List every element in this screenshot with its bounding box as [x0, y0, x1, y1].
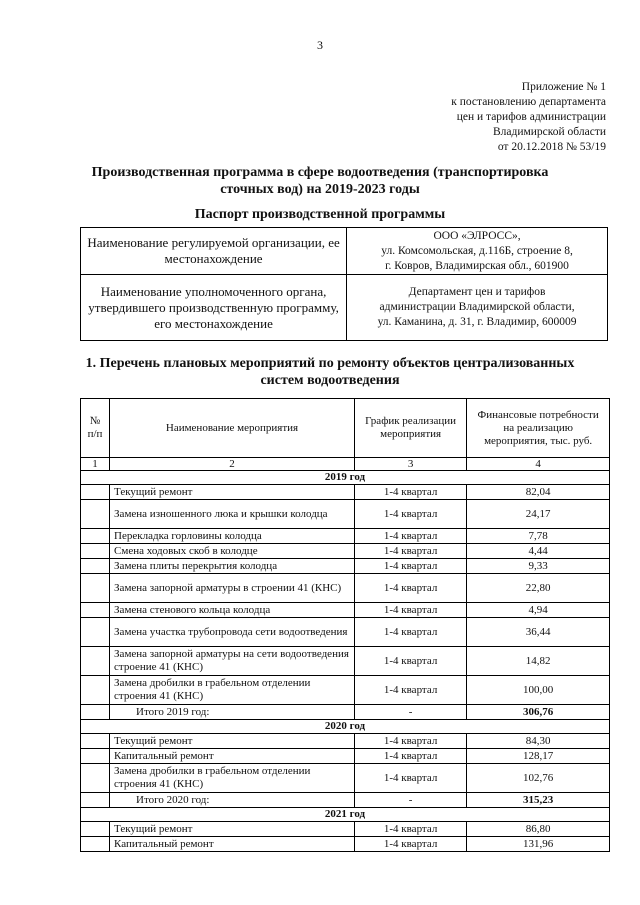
row-number-cell: [81, 837, 110, 852]
activity-name: Замена стенового кольца колодца: [110, 603, 355, 618]
activity-name: Капитальный ремонт: [110, 837, 355, 852]
activity-name: Замена дробилки в грабельном отделении строения 41 (КНС): [110, 676, 355, 705]
row-number-cell: [81, 749, 110, 764]
activity-amount: 36,44: [467, 618, 610, 647]
activity-schedule: 1-4 квартал: [354, 574, 466, 603]
table-row: [81, 676, 610, 705]
activity-name: Капитальный ремонт: [110, 749, 355, 764]
row-number-cell: [81, 544, 110, 559]
activity-schedule: 1-4 квартал: [354, 749, 466, 764]
activity-schedule: 1-4 квартал: [354, 485, 466, 500]
passport-value-line: администрации Владимирской области,: [379, 301, 575, 313]
activity-amount: 102,76: [467, 764, 610, 793]
appendix-line: цен и тарифов администрации: [456, 111, 606, 123]
activity-schedule: 1-4 квартал: [354, 734, 466, 749]
activity-amount: 84,30: [467, 734, 610, 749]
activity-schedule: 1-4 квартал: [354, 822, 466, 837]
program-title-line: Производственная программа в сфере водоотведения (транспортировка: [91, 165, 549, 180]
activity-amount: 128,17: [467, 749, 610, 764]
year-row: [81, 808, 610, 822]
header-schedule: График реализации мероприятия: [354, 399, 466, 458]
activity-name: Текущий ремонт: [110, 822, 355, 837]
passport-label: Наименование уполномоченного органа, утвердившего производственную программу, его местонахождение: [81, 275, 347, 341]
passport-label: Наименование регулируемой организации, ее местонахождение: [81, 228, 347, 275]
passport-value: [347, 275, 608, 341]
activity-amount: 22,80: [467, 574, 610, 603]
activity-amount: 4,94: [467, 603, 610, 618]
activity-amount: 24,17: [467, 500, 610, 529]
total-label: Итого 2020 год:: [110, 793, 355, 808]
activity-amount: 100,00: [467, 676, 610, 705]
table-row: [81, 822, 610, 837]
table-row: [81, 837, 610, 852]
row-number-cell: [81, 500, 110, 529]
table-row: [81, 544, 610, 559]
activity-name: Замена изношенного люка и крышки колодца: [110, 500, 355, 529]
row-number-cell: [81, 793, 110, 808]
activity-name: Замена участка трубопровода сети водоотведения: [110, 618, 355, 647]
passport-value-line: г. Ковров, Владимирская обл., 601900: [385, 259, 569, 272]
table-row: [81, 618, 610, 647]
section-title-line: систем водоотведения: [260, 373, 400, 388]
activity-schedule: 1-4 квартал: [354, 764, 466, 793]
table-row: [81, 603, 610, 618]
activity-schedule: 1-4 квартал: [354, 544, 466, 559]
section-title-line: 1. Перечень плановых мероприятий по ремонту объектов централизованных: [85, 356, 575, 371]
table-row: [81, 559, 610, 574]
total-row: [81, 705, 610, 720]
row-number-cell: [81, 647, 110, 676]
passport-row: [81, 228, 608, 275]
header-no: № п/п: [81, 399, 110, 458]
header-finance: Финансовые потребности на реализацию мероприятия, тыс. руб.: [467, 399, 610, 458]
appendix-line: Владимирской области: [492, 126, 606, 138]
program-title-line: сточных вод) на 2019-2023 годы: [220, 182, 420, 197]
page-number: 3: [317, 38, 323, 52]
table-header-row: [81, 399, 610, 458]
passport-value-line: Департамент цен и тарифов: [408, 286, 546, 298]
activity-name: Замена дробилки в грабельном отделении строения 41 (КНС): [110, 764, 355, 793]
year-row: [81, 720, 610, 734]
total-schedule: -: [354, 793, 466, 808]
activity-amount: 4,44: [467, 544, 610, 559]
row-number-cell: [81, 734, 110, 749]
year-row: [81, 471, 610, 485]
activity-name: Смена ходовых скоб в колодце: [110, 544, 355, 559]
column-number: 1: [81, 458, 110, 471]
table-row: [81, 500, 610, 529]
activity-schedule: 1-4 квартал: [354, 500, 466, 529]
total-schedule: -: [354, 705, 466, 720]
activity-schedule: 1-4 квартал: [354, 647, 466, 676]
column-number: 4: [467, 458, 610, 471]
activity-schedule: 1-4 квартал: [354, 529, 466, 544]
table-row: [81, 734, 610, 749]
activity-schedule: 1-4 квартал: [354, 837, 466, 852]
column-number-row: [81, 458, 610, 471]
passport-value-line: ООО «ЭЛРОСС»,: [433, 229, 521, 242]
column-number: 3: [354, 458, 466, 471]
passport-value-line: ул. Комсомольская, д.116Б, строение 8,: [381, 244, 573, 257]
passport-value-line: ул. Каманина, д. 31, г. Владимир, 600009: [377, 316, 577, 328]
appendix-line: от 20.12.2018 № 53/19: [497, 141, 606, 153]
activity-schedule: 1-4 квартал: [354, 676, 466, 705]
table-row: [81, 749, 610, 764]
passport-value: [347, 228, 608, 275]
appendix-line: к постановлению департамента: [451, 96, 606, 108]
row-number-cell: [81, 485, 110, 500]
activity-amount: 86,80: [467, 822, 610, 837]
activity-amount: 9,33: [467, 559, 610, 574]
passport-row: [81, 275, 608, 341]
year-label: 2019 год: [81, 471, 610, 485]
total-row: [81, 793, 610, 808]
section-title: [60, 355, 600, 389]
total-amount: 315,23: [467, 793, 610, 808]
row-number-cell: [81, 676, 110, 705]
column-number: 2: [110, 458, 355, 471]
table-row: [81, 647, 610, 676]
appendix-line: Приложение № 1: [521, 81, 606, 93]
activity-name: Текущий ремонт: [110, 734, 355, 749]
total-label: Итого 2019 год:: [110, 705, 355, 720]
year-label: 2021 год: [81, 808, 610, 822]
activity-schedule: 1-4 квартал: [354, 559, 466, 574]
activity-amount: 7,78: [467, 529, 610, 544]
year-label: 2020 год: [81, 720, 610, 734]
row-number-cell: [81, 574, 110, 603]
activity-name: Перекладка горловины колодца: [110, 529, 355, 544]
row-number-cell: [81, 529, 110, 544]
row-number-cell: [81, 618, 110, 647]
activity-amount: 82,04: [467, 485, 610, 500]
activity-amount: 131,96: [467, 837, 610, 852]
activity-schedule: 1-4 квартал: [354, 618, 466, 647]
row-number-cell: [81, 559, 110, 574]
passport-title: Паспорт производственной программы: [194, 207, 446, 222]
table-row: [81, 529, 610, 544]
activity-amount: 14,82: [467, 647, 610, 676]
table-row: [81, 485, 610, 500]
appendix-block: [346, 80, 606, 155]
activity-schedule: 1-4 квартал: [354, 603, 466, 618]
row-number-cell: [81, 705, 110, 720]
table-row: [81, 574, 610, 603]
activity-name: Замена запорной арматуры в строении 41 (КНС): [110, 574, 355, 603]
passport-table: [80, 227, 608, 341]
works-table: [80, 398, 610, 852]
table-row: [81, 764, 610, 793]
program-title: [60, 164, 580, 198]
activity-name: Замена запорной арматуры на сети водоотведения строение 41 (КНС): [110, 647, 355, 676]
activity-name: Текущий ремонт: [110, 485, 355, 500]
header-name: Наименование мероприятия: [110, 399, 355, 458]
activity-name: Замена плиты перекрытия колодца: [110, 559, 355, 574]
total-amount: 306,76: [467, 705, 610, 720]
row-number-cell: [81, 822, 110, 837]
row-number-cell: [81, 764, 110, 793]
row-number-cell: [81, 603, 110, 618]
